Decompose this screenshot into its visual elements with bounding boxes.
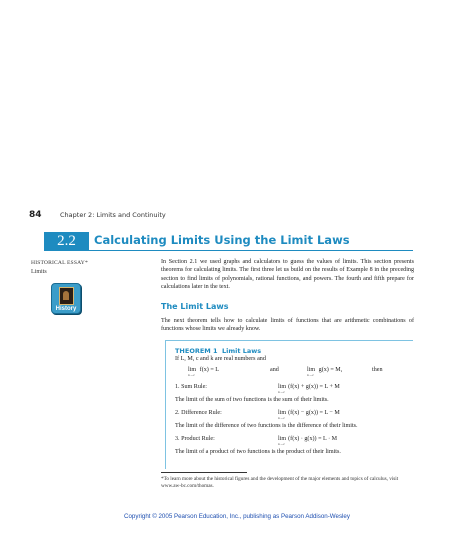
and-word: and xyxy=(270,367,279,373)
difference-rule-expression: (f(x) − g(x)) = L − M xyxy=(288,410,340,416)
lim-subscript: x→c xyxy=(278,442,285,446)
given-f-limit xyxy=(188,367,220,377)
product-rule-formula xyxy=(278,436,338,446)
product-rule-label: 3. Product Rule: xyxy=(175,436,215,442)
given-f: f(x) = L xyxy=(199,367,220,373)
sum-rule-label: 1. Sum Rule: xyxy=(175,384,207,390)
title-rule xyxy=(44,250,413,251)
sum-rule-formula xyxy=(278,384,340,394)
theorem-name: Limit Laws xyxy=(222,347,262,355)
lim-subscript: x→c xyxy=(278,416,285,420)
footnote: *To learn more about the historical figures and the development of the major elements and topics of calculus, visit www.aw-bc.com/thomas. xyxy=(161,476,399,489)
then-word: then xyxy=(372,367,383,373)
subsection-paragraph: The next theorem tells how to calculate limits of functions that are arithmetic combinations of functions whose limits we already know. xyxy=(161,318,414,333)
section-number: 2.2 xyxy=(44,232,89,250)
difference-rule-label: 2. Difference Rule: xyxy=(175,410,222,416)
footnote-rule xyxy=(161,472,247,473)
intro-paragraph: In Section 2.1 we used graphs and calculators to guess the values of limits. This section presents theorems for calculating limits. The first three let us build on the results of Example 8 in the preceding section to find limits of polynomials, rational functions, and powers. The fourth and fifth prepare for calculations later in the text. xyxy=(161,259,414,291)
lim-subscript: x→c xyxy=(307,373,314,377)
copyright-notice: Copyright © 2005 Pearson Education, Inc., publishing as Pearson Addison-Wesley xyxy=(124,513,350,520)
history-book-icon[interactable] xyxy=(51,283,81,314)
difference-rule-formula xyxy=(278,410,340,420)
given-g-limit xyxy=(307,367,343,377)
sum-rule-expression: (f(x) + g(x)) = L + M xyxy=(288,384,340,390)
lim-subscript: x→c xyxy=(188,373,195,377)
lim-operator: lim x→c xyxy=(188,367,197,377)
difference-rule-text: The limit of the difference of two functions is the difference of their limits. xyxy=(175,423,358,429)
page-number: 84 xyxy=(29,210,42,220)
given-g: g(x) = M, xyxy=(318,367,343,373)
book-icon xyxy=(59,287,74,305)
subsection-title: The Limit Laws xyxy=(161,302,229,311)
lim-operator: lim x→c xyxy=(278,436,287,446)
lim-subscript: x→c xyxy=(278,390,285,394)
lim-operator: lim x→c xyxy=(278,384,287,394)
product-rule-expression: (f(x) · g(x)) = L · M xyxy=(288,436,338,442)
history-icon-caption: History xyxy=(55,306,77,312)
product-rule-text: The limit of a product of two functions is the product of their limits. xyxy=(175,449,341,455)
theorem-hypothesis: If L, M, c and k are real numbers and xyxy=(175,356,266,362)
theorem-label: THEOREM 1 xyxy=(175,347,218,355)
lim-operator: lim x→c xyxy=(307,367,316,377)
historical-essay-label: HISTORICAL ESSAY* xyxy=(31,260,88,266)
section-title: Calculating Limits Using the Limit Laws xyxy=(94,233,350,247)
sum-rule-text: The limit of the sum of two functions is the sum of their limits. xyxy=(175,397,329,403)
lim-operator: lim x→c xyxy=(278,410,287,420)
historical-essay-topic[interactable]: Limits xyxy=(31,269,47,275)
chapter-title: Chapter 2: Limits and Continuity xyxy=(60,211,166,219)
